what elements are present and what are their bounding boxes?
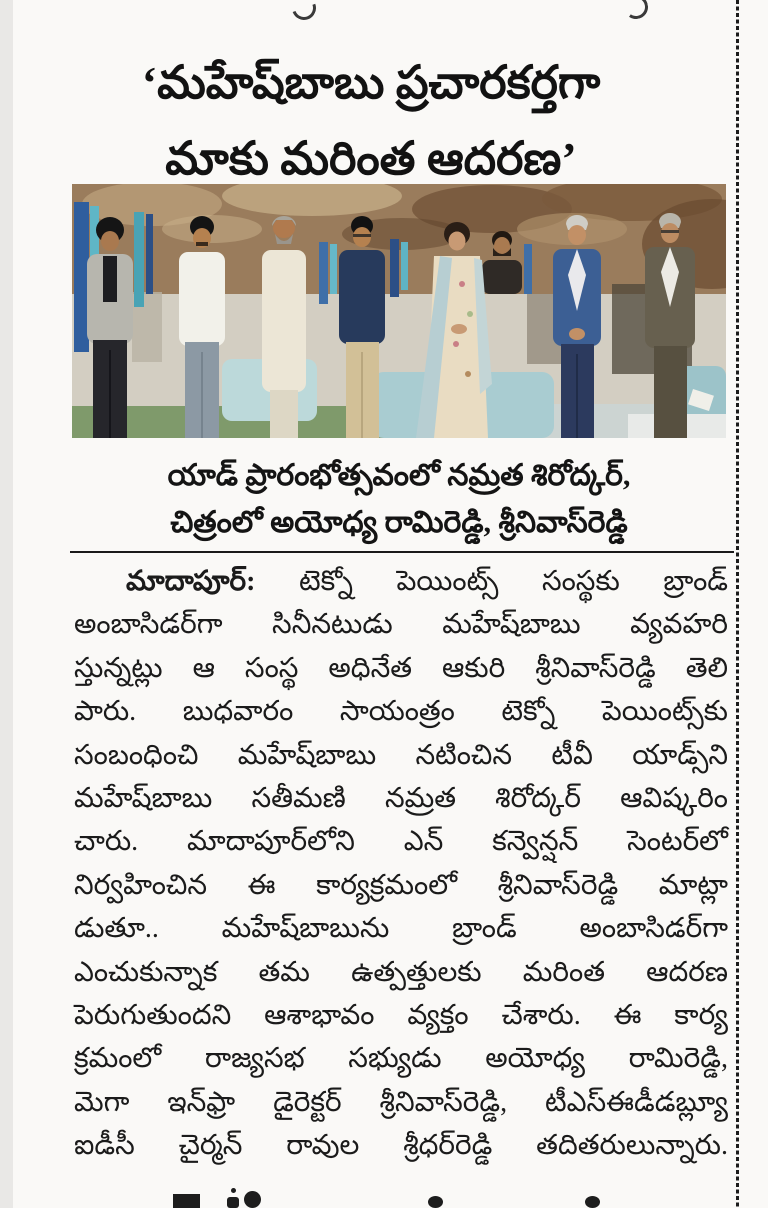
caption-divider-rule [70,551,734,553]
cropped-headline-fragment [585,1196,600,1208]
column-divider-dotted [736,0,739,1208]
event-photo [72,184,726,438]
cropped-headline-fragment [173,1194,200,1208]
cropped-headline-fragment [244,1191,261,1208]
body-line: స్తున్నట్లు ఆ సంస్థ అధినేత ఆకురి శ్రీనివాస్‌రెడ్డి తెలి [74,652,728,684]
body-text: టెక్నో పెయింట్స్ సంస్థకు బ్రాండ్ [255,566,728,597]
body-line: పెరుగుతుందని ఆశాభావం వ్యక్తం చేశారు. ఈ కార్య [74,999,728,1031]
event-photo-illustration [72,184,726,438]
article-headline [40,45,702,197]
photo-caption [72,452,726,546]
headline-line-2: మాకు మరింత ఆదరణ’ [165,132,577,184]
body-line: అంబాసిడర్‌గా సినీనటుడు మహేష్‌బాబు వ్యవహరి [74,609,728,641]
body-line [74,560,728,603]
headline-line-1: ‘మహేష్‌బాబు ప్రచారకర్తగా [141,56,601,108]
caption-line-1: యాడ్ ప్రారంభోత్సవంలో నమ్రత శిరోద్కర్, [167,459,631,492]
body-line: ఐడీసీ చైర్మన్ రావుల శ్రీధర్‌రెడ్డి తదితరులున్నారు. [74,1130,728,1162]
cropped-headline-fragment [227,1197,239,1208]
body-line: క్రమంలో రాజ్యసభ సభ్యుడు అయోధ్య రామిరెడ్డి, [74,1043,728,1075]
body-line: సంబంధించి మహేష్‌బాబు నటించిన టీవీ యాడ్స్‌ని [74,739,728,771]
cropped-headline-fragment [428,1196,443,1208]
body-line: పారు. బుధవారం సాయంత్రం టెక్నో పెయింట్స్‌కు [74,696,728,728]
body-line: డుతూ.. మహేష్‌బాబును బ్రాండ్ అంబాసిడర్‌గా [74,913,728,945]
body-line: మెగా ఇన్‌ఫ్రా డైరెక్టర్ శ్రీనివాస్‌రెడ్డి, టీఎస్‌ఈడీడబ్ల్యూ [74,1086,728,1118]
cropped-text-fragment-top-left [288,0,320,24]
dateline: మాదాపూర్: [126,566,256,597]
caption-line-2: చిత్రంలో అయోధ్య రామిరెడ్డి, శ్రీనివాస్‌రెడ్డి [170,506,628,539]
body-line: చారు. మాదాపూర్‌లోని ఎన్ కన్వెన్షన్ సెంటర్‌లో [74,826,728,858]
body-line: మహేష్‌బాబు సతీమణి నమ్రత శిరోద్కర్ ఆవిష్కరిం [74,782,728,814]
body-line: నిర్వహించిన ఈ కార్యక్రమంలో శ్రీనివాస్‌రెడ్డి మాట్లా [74,869,728,901]
left-gutter-shadow [0,0,13,1208]
article-body [74,560,728,1167]
cropped-text-fragment-top-right [622,0,650,21]
body-line: ఎంచుకున్నాక తమ ఉత్పత్తులకు మరింత ఆదరణ [74,956,728,988]
cropped-headline-fragment [231,1188,236,1193]
